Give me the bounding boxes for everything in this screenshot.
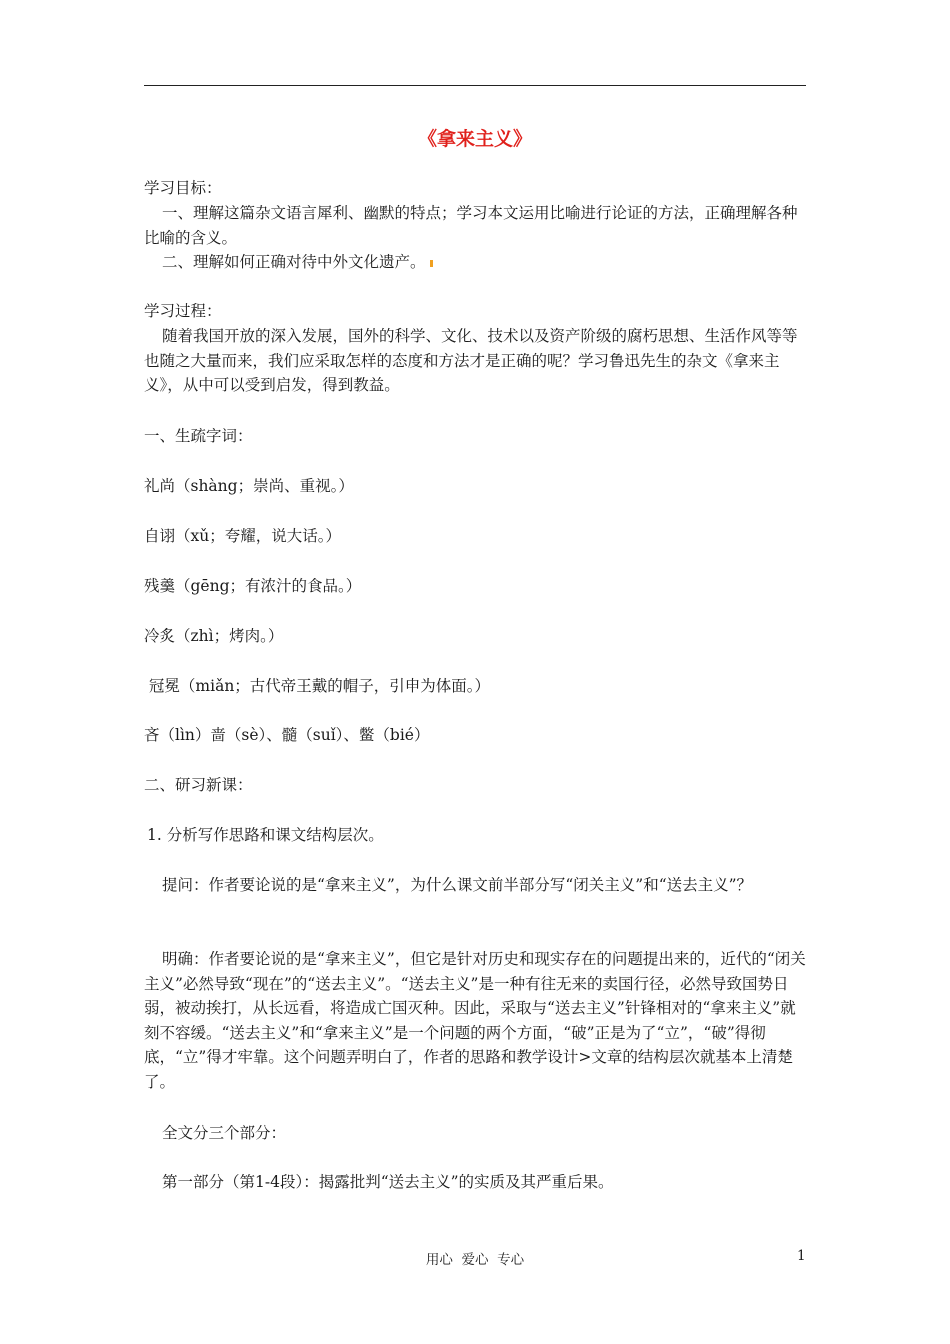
goals-heading: 学习目标： xyxy=(144,179,222,197)
vocab-heading: 一、生疏字词： xyxy=(144,427,253,445)
vocab-item: 礼尚（shàng；崇尚、重视。） xyxy=(144,477,354,495)
marker-dot xyxy=(430,260,433,267)
vocab-item: 残羹（gēng；有浓汁的食品。） xyxy=(144,577,362,595)
goal-1: 一、理解这篇杂文语言犀利、幽默的特点；学习本文运用比喻进行论证的方法，正确理解各种比喻的含义。 xyxy=(144,204,798,247)
process-heading: 学习过程： xyxy=(144,302,222,320)
parts-intro: 全文分三个部分： xyxy=(162,1124,287,1142)
study-item-1: 1. 分析写作思路和课文结构层次。 xyxy=(147,826,384,844)
study-heading: 二、研习新课： xyxy=(144,776,253,794)
vocab-item: 冷炙（zhì；烤肉。） xyxy=(144,627,284,645)
vocab-item: 吝（lìn）啬（sè）、髓（suǐ）、鳖（bié） xyxy=(144,726,430,744)
answer-paragraph: 明确：作者要论说的是“拿来主义”，但它是针对历史和现实存在的问题提出来的，近代的“闭关主义”必然导致“现在”的“送去主义”。“送去主义”是一种有往无来的卖国行径，必然导致国势日弱，被动挨打，从长远看，将造成亡国灭种。因此，采取与“送去主义”针锋相对的“拿来主义”就刻不容缓。“送去主义”和“拿来主义”是一个问题的两个方面，“破”正是为了“立”，“破”得彻底，“立”得才牢靠。这个问题弄明白了，作者的思路和教学设计>文章的结构层次就基本上清楚了。 xyxy=(144,950,806,1091)
intro-paragraph: 随着我国开放的深入发展，国外的科学、文化、技术以及资产阶级的腐朽思想、生活作风等等也随之大量而来，我们应采取怎样的态度和方法才是正确的呢？学习鲁迅先生的杂文《拿来主义》，从中可以受到启发，得到教益。 xyxy=(144,327,798,394)
page-number: 1 xyxy=(797,1248,806,1264)
document-title: 《拿来主义》 xyxy=(417,128,532,150)
goal-2-line xyxy=(144,250,806,275)
vocab-item: 自诩（xǔ；夸耀，说大话。） xyxy=(144,527,341,545)
footer-motto: 用心 爱心 专心 xyxy=(425,1252,525,1268)
goal-2: 二、理解如何正确对待中外文化遗产。 xyxy=(162,253,426,271)
part-1: 第一部分（第1-4段）：揭露批判“送去主义”的实质及其严重后果。 xyxy=(162,1173,614,1191)
vocab-item: 冠冕（miǎn；古代帝王戴的帽子，引申为体面。） xyxy=(144,677,491,695)
header-rule xyxy=(144,85,806,86)
question-paragraph: 提问：作者要论说的是“拿来主义”，为什么课文前半部分写“闭关主义”和“送去主义”？ xyxy=(162,876,753,894)
